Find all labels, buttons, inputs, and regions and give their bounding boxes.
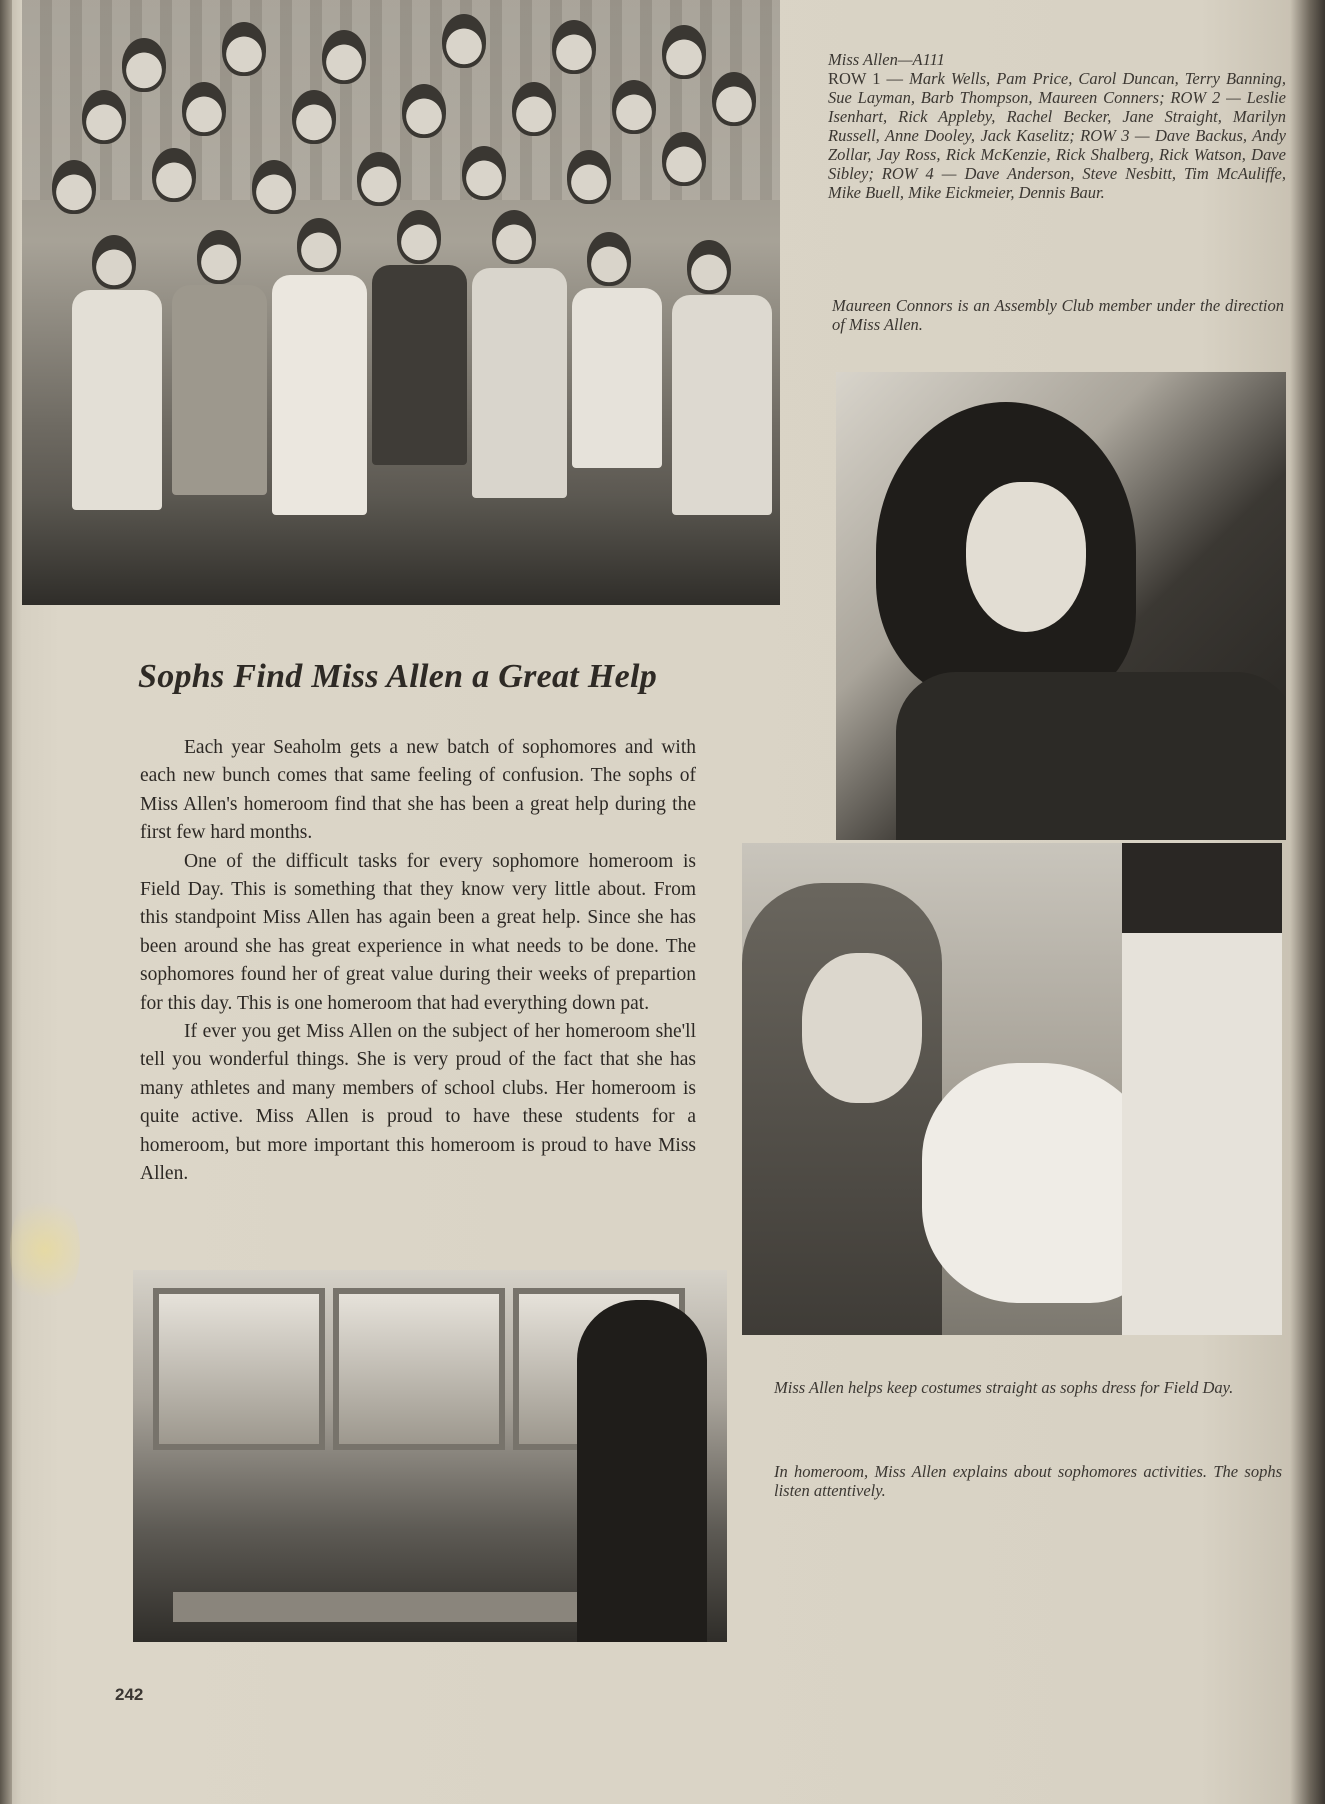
- book-spine: [0, 0, 12, 1804]
- student-figure: [687, 240, 731, 294]
- class-group-photo: [22, 0, 780, 605]
- student-figure: [222, 22, 266, 76]
- student-figure: [512, 82, 556, 136]
- student-figure: [322, 30, 366, 84]
- photo-subject-sweater: [896, 672, 1286, 840]
- page-stain: [10, 1190, 80, 1310]
- roster-caption: [828, 50, 1286, 202]
- student-figure: [472, 268, 567, 498]
- student-figure: [672, 295, 772, 515]
- homeroom-photo: [133, 1270, 727, 1642]
- student-figure: [357, 152, 401, 206]
- student-figure: [92, 235, 136, 289]
- article-body: [140, 734, 696, 1189]
- student-figure: [587, 232, 631, 286]
- student-figure: [492, 210, 536, 264]
- student-figure: [397, 210, 441, 264]
- article-paragraph: If ever you get Miss Allen on the subject of her homeroom she'll tell you wonderful things. She is very proud of the fact that she has many athletes and many members of school clubs. Her homeroom is quite active. Miss Allen is proud to have these students for a homeroom, but more important this homeroom is proud to have Miss Allen.: [140, 1021, 696, 1185]
- student-figure: [462, 146, 506, 200]
- girl-photo-caption: Maureen Connors is an Assembly Club member under the direction of Miss Allen.: [832, 296, 1284, 334]
- student-figure: [182, 82, 226, 136]
- student-figure: [152, 148, 196, 202]
- homeroom-photo-caption: In homeroom, Miss Allen explains about sophomores activities. The sophs listen attentively.: [774, 1462, 1282, 1500]
- student-figure: [72, 290, 162, 510]
- teacher-figure: [742, 883, 942, 1335]
- student-figure: [567, 150, 611, 204]
- student-figure: [292, 90, 336, 144]
- costume-help-photo: [742, 843, 1282, 1335]
- student-figure: [372, 265, 467, 465]
- student-figure: [272, 275, 367, 515]
- classroom-window: [153, 1288, 325, 1450]
- photo-subject-face: [966, 482, 1086, 632]
- student-figure: [612, 80, 656, 134]
- student-figure: [402, 84, 446, 138]
- teacher-figure: [577, 1300, 707, 1642]
- student-figure: [252, 160, 296, 214]
- roster-row-lead: ROW 1 —: [828, 69, 904, 88]
- student-figure: [52, 160, 96, 214]
- student-figure: [712, 72, 756, 126]
- student-figure: [1122, 843, 1282, 1335]
- student-figure: [197, 230, 241, 284]
- classroom-window: [333, 1288, 505, 1450]
- student-writing-photo: [836, 372, 1286, 840]
- student-figure: [572, 288, 662, 468]
- student-figure: [662, 25, 706, 79]
- roster-names: Mark Wells, Pam Price, Carol Duncan, Terry Banning, Sue Layman, Barb Thompson, Maureen Conners; ROW 2 — Leslie Isenhart, Rick Appleby, Rachel Becker, Jane Straight, Marilyn Russell, Anne Dooley, Jack Kaselitz; ROW 3 — Dave Backus, Andy Zollar, Jay Ross, Rick McKenzie, Rick Shalberg, Rick Watson, Dave Sibley; ROW 4 — Dave Anderson, Steve Nesbitt, Tim McAuliffe, Mike Buell, Mike Eickmeier, Dennis Baur.: [828, 69, 1287, 202]
- teacher-face: [802, 953, 922, 1103]
- page-number: 242: [115, 1685, 144, 1704]
- classroom-desk: [173, 1592, 633, 1622]
- article-headline: Sophs Find Miss Allen a Great Help: [138, 658, 658, 695]
- student-figure: [172, 285, 267, 495]
- stage-floor: [22, 495, 780, 605]
- costume-photo-caption: Miss Allen helps keep costumes straight as sophs dress for Field Day.: [774, 1378, 1234, 1397]
- article-paragraph: One of the difficult tasks for every sophomore homeroom is Field Day. This is something that they know very little about. From this standpoint Miss Allen has again been a great help. Since she has been around she has great experience in what needs to be done. The sophomores found her of great value during their weeks of prepartion for this day. This is one homeroom that had everything down pat.: [140, 850, 696, 1014]
- article-paragraph: Each year Seaholm gets a new batch of sophomores and with each new bunch comes that same feeling of confusion. The sophs of Miss Allen's homeroom find that she has been a great help during the first few hard months.: [140, 737, 696, 844]
- student-figure: [82, 90, 126, 144]
- student-figure: [297, 218, 341, 272]
- roster-heading: Miss Allen—A111: [828, 50, 945, 69]
- student-figure: [442, 14, 486, 68]
- student-figure: [552, 20, 596, 74]
- student-figure: [662, 132, 706, 186]
- student-figure: [122, 38, 166, 92]
